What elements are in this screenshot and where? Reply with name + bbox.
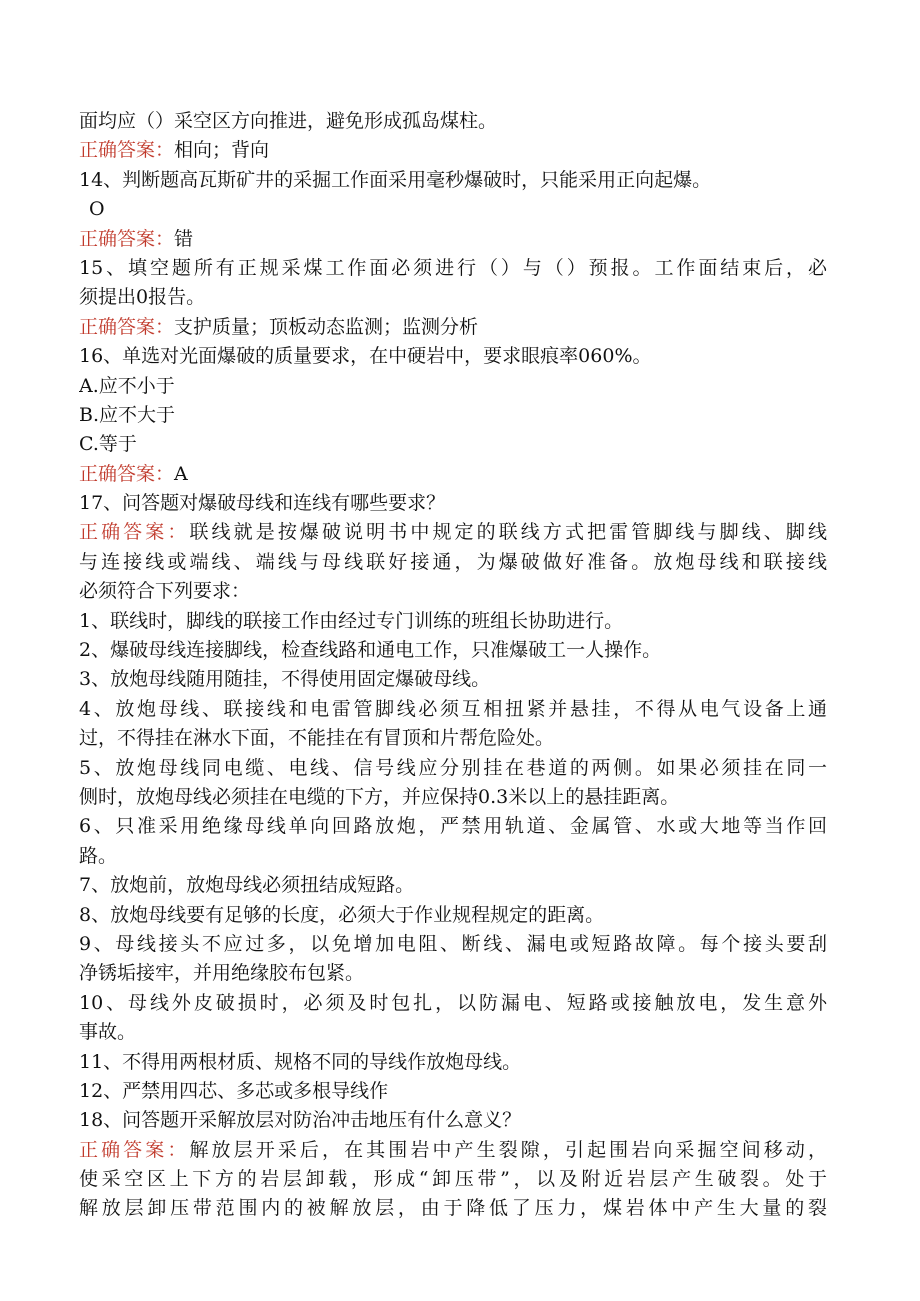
answer-label: 正确答案： <box>79 139 175 162</box>
text-line: 侧时，放炮母线必须挂在电缆的下方，并应保持0.3米以上的悬挂距离。 <box>79 785 680 808</box>
text-line: 净锈垢接牢，并用绝缘胶布包紧。 <box>79 962 365 985</box>
answer-label: 正确答案： <box>79 1138 190 1161</box>
text-line: 10、母线外皮破损时，必须及时包扎，以防漏电、短路或接触放电，发生意外 <box>79 991 827 1014</box>
answer-label: 正确答案： <box>79 521 190 544</box>
question-line: 14、判断题高瓦斯矿井的采掘工作面采用毫秒爆破时，只能采用正向起爆。 <box>79 168 712 191</box>
text-line: 与连接线或端线、端线与母线联好接通，为爆破做好准备。放炮母线和联接线 <box>79 550 827 573</box>
question-line: 18、问答题开采解放层对防治冲击地压有什么意义？ <box>79 1109 522 1132</box>
answer-line: 正确答案：错 <box>79 227 194 250</box>
text-line: 3、放炮母线随用随挂，不得使用固定爆破母线。 <box>79 668 491 691</box>
answer-label: 正确答案： <box>79 315 175 338</box>
text-line: 11、不得用两根材质、规格不同的导线作放炮母线。 <box>79 1050 522 1073</box>
question-line: 15、填空题所有正规采煤工作面必须进行（）与（）预报。工作面结束后，必 <box>79 256 827 279</box>
answer-line: 正确答案：相向；背向 <box>79 139 270 162</box>
answer-line: 正确答案：支护质量；顶板动态监测；监测分析 <box>79 315 479 338</box>
text-line: O <box>89 198 105 221</box>
text-line: 8、放炮母线要有足够的长度，必须大于作业规程规定的距离。 <box>79 903 605 926</box>
text-line: 过，不得挂在淋水下面，不能挂在有冒顶和片帮危险处。 <box>79 727 555 750</box>
text-line: 12、严禁用四芯、多芯或多根导线作 <box>79 1079 389 1102</box>
text-line: 必须符合下列要求： <box>79 580 251 603</box>
text-line: 5、放炮母线同电缆、电线、信号线应分别挂在巷道的两侧。如果必须挂在同一 <box>79 756 827 779</box>
answer-label: 正确答案： <box>79 462 175 485</box>
text-line: 使采空区上下方的岩层卸载，形成“卸压带”，以及附近岩层产生破裂。处于 <box>79 1168 827 1191</box>
text-line: 须提出0报告。 <box>79 286 206 309</box>
text-line: 7、放炮前，放炮母线必须扭结成短路。 <box>79 874 415 897</box>
text-line: 9、母线接头不应过多，以免增加电阻、断线、漏电或短路故障。每个接头要刮 <box>79 932 827 955</box>
text-line: 6、只准采用绝缘母线单向回路放炮，严禁用轨道、金属管、水或大地等当作回 <box>79 815 827 838</box>
answer-label: 正确答案： <box>79 227 175 250</box>
answer-line: 正确答案：联线就是按爆破说明书中规定的联线方式把雷管脚线与脚线、脚线 <box>79 521 827 544</box>
text-line: 事故。 <box>79 1021 137 1044</box>
option-line: C.等于 <box>79 433 137 456</box>
text-line: 解放层卸压带范围内的被解放层，由于降低了压力，煤岩体中产生大量的裂 <box>79 1197 827 1220</box>
answer-line: 正确答案：A <box>79 462 188 485</box>
answer-line: 正确答案：解放层开采后，在其围岩中产生裂隙，引起围岩向采掘空间移动， <box>79 1138 827 1161</box>
question-line: 16、单选对光面爆破的质量要求，在中硬岩中，要求眼痕率060%。 <box>79 345 652 368</box>
option-line: B.应不大于 <box>79 403 176 426</box>
text-line: 1、联线时，脚线的联接工作由经过专门训练的班组长协助进行。 <box>79 609 624 632</box>
question-line: 17、问答题对爆破母线和连线有哪些要求？ <box>79 492 446 515</box>
text-line: 2、爆破母线连接脚线，检查线路和通电工作，只准爆破工一人操作。 <box>79 639 662 662</box>
option-line: A.应不小于 <box>79 374 175 397</box>
text-line: 路。 <box>79 844 118 867</box>
document-body <box>79 107 827 1224</box>
text-line: 4、放炮母线、联接线和电雷管脚线必须互相扭紧并悬挂，不得从电气设备上通 <box>79 697 827 720</box>
text-line: 面均应（）采空区方向推进，避免形成孤岛煤柱。 <box>79 110 498 132</box>
